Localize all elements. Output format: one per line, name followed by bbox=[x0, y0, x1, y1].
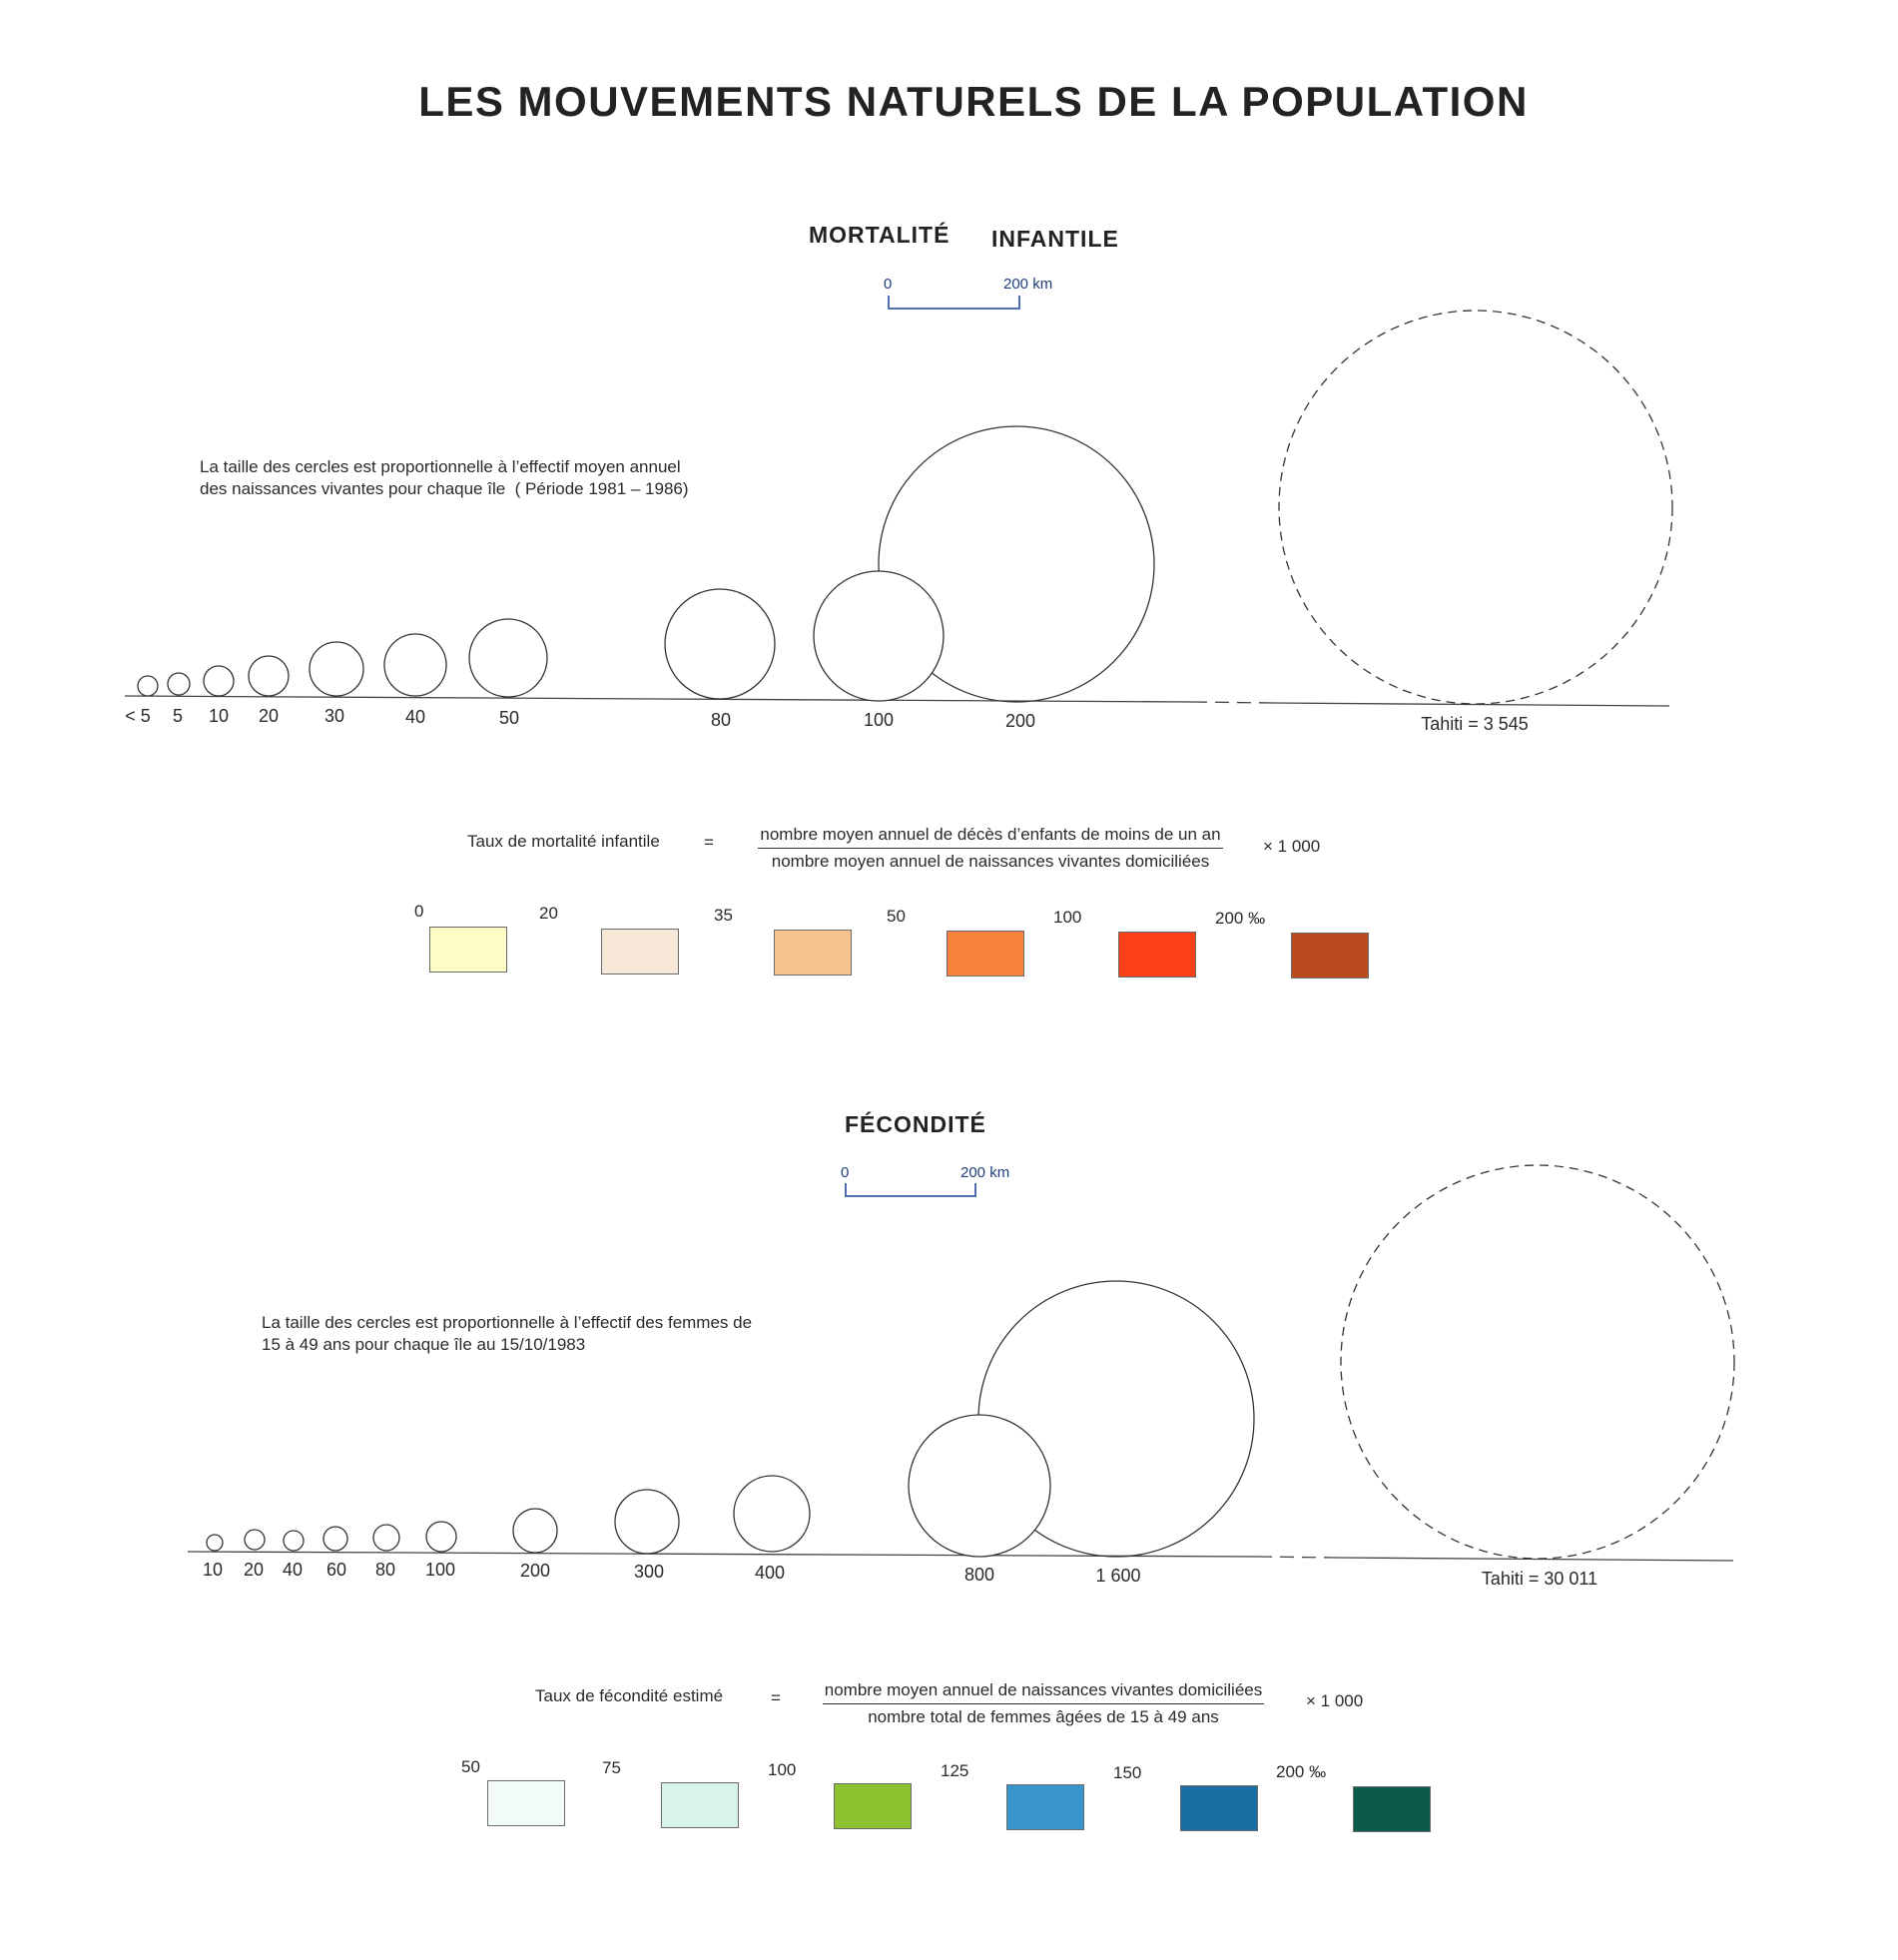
mortalite-circle-5 bbox=[168, 673, 190, 695]
mortalite-formula-numerator: nombre moyen annuel de décès d’enfants de moins de un an bbox=[758, 825, 1222, 849]
fecondite-circle-200 bbox=[513, 1509, 557, 1553]
mortalite-legend-label-4: 100 bbox=[1053, 908, 1082, 927]
mortalite-circle-100 bbox=[814, 571, 944, 701]
fecondite-circle-100 bbox=[426, 1522, 456, 1552]
fecondite-circle-300 bbox=[615, 1490, 679, 1554]
mortalite-legend-label-1: 20 bbox=[539, 904, 558, 923]
fecondite-baseline-end bbox=[1338, 1558, 1733, 1561]
fecondite-scale-bar bbox=[846, 1183, 975, 1196]
fecondite-description: La taille des cercles est proportionnelle à l’effectif des femmes de 15 à 49 ans pour chaque île au 15/10/1983 bbox=[262, 1313, 753, 1354]
mortalite-circle-label-80: 80 bbox=[710, 710, 732, 730]
mortalite-circle-label-40: 40 bbox=[404, 707, 426, 727]
fecondite-formula-equals: = bbox=[771, 1688, 781, 1707]
fecondite-formula-multiplier: × 1 000 bbox=[1306, 1691, 1364, 1710]
fecondite-legend-label-0: 50 bbox=[461, 1757, 480, 1776]
mortalite-circle-label-50: 50 bbox=[498, 708, 520, 728]
mortalite-circle-label-100: 100 bbox=[863, 710, 895, 730]
mortalite-circle-lt5 bbox=[138, 676, 158, 696]
mortalite-circle-10 bbox=[204, 666, 234, 696]
fecondite-circle-label-60: 60 bbox=[325, 1560, 347, 1580]
mortalite-circle-label-20: 20 bbox=[258, 706, 280, 726]
mortalite-baseline-dashed bbox=[1193, 702, 1273, 703]
mortalite-formula-multiplier: × 1 000 bbox=[1263, 837, 1321, 856]
fecondite-circle-tahiti bbox=[1341, 1165, 1734, 1559]
fecondite-circle-label-20: 20 bbox=[243, 1560, 265, 1580]
fecondite-circle-label-tahiti: Tahiti = 30 011 bbox=[1481, 1569, 1598, 1589]
mortalite-circle-50 bbox=[469, 619, 547, 697]
fecondite-circle-label-100: 100 bbox=[424, 1560, 456, 1580]
fecondite-legend-label-1: 75 bbox=[602, 1758, 621, 1777]
fecondite-legend-label-4: 150 bbox=[1113, 1763, 1142, 1782]
mortalite-title-b: INFANTILE bbox=[991, 226, 1119, 252]
mortalite-scale-zero: 0 bbox=[884, 276, 893, 293]
mortalite-circle-30 bbox=[310, 642, 363, 696]
mortalite-title-a: MORTALITÉ bbox=[809, 222, 950, 248]
fecondite-legend-label-2: 100 bbox=[768, 1760, 797, 1779]
fecondite-circle-label-300: 300 bbox=[633, 1562, 665, 1582]
fecondite-formula-denominator: nombre total de femmes âgées de 15 à 49 ans bbox=[868, 1707, 1219, 1726]
mortalite-formula-denominator: nombre moyen annuel de naissances vivantes domiciliées bbox=[771, 852, 1210, 871]
fecondite-formula-numerator: nombre moyen annuel de naissances vivantes domiciliées bbox=[823, 1680, 1264, 1704]
fecondite-circle-40 bbox=[284, 1531, 304, 1551]
fecondite-circle-label-200: 200 bbox=[519, 1561, 551, 1581]
mortalite-circle-80 bbox=[665, 589, 775, 699]
mortalite-legend-label-2: 35 bbox=[714, 906, 733, 925]
fecondite-circle-80 bbox=[373, 1525, 399, 1551]
fecondite-baseline-dashed bbox=[1258, 1557, 1338, 1558]
mortalite-legend-label-0: 0 bbox=[414, 902, 424, 921]
mortalite-legend-label-5: 200 ‰ bbox=[1215, 909, 1266, 928]
fecondite-circle-label-40: 40 bbox=[282, 1560, 304, 1580]
main-title: LES MOUVEMENTS NATURELS DE LA POPULATION bbox=[418, 78, 1529, 125]
fecondite-circle-label-80: 80 bbox=[374, 1560, 396, 1580]
fecondite-circle-10 bbox=[207, 1535, 223, 1551]
fecondite-circle-60 bbox=[323, 1527, 347, 1551]
mortalite-circle-label-10: 10 bbox=[208, 706, 230, 726]
fecondite-legend-label-5: 200 ‰ bbox=[1276, 1762, 1327, 1781]
mortalite-formula-label: Taux de mortalité infantile bbox=[467, 832, 660, 851]
mortalite-circle-label-lt5: < 5 bbox=[125, 706, 151, 726]
fecondite-circle-800 bbox=[909, 1415, 1050, 1557]
fecondite-circle-400 bbox=[734, 1476, 810, 1552]
mortalite-circle-label-30: 30 bbox=[323, 706, 345, 726]
mortalite-scale-max: 200 km bbox=[1003, 276, 1053, 293]
mortalite-formula-equals: = bbox=[704, 833, 714, 852]
mortalite-circle-40 bbox=[384, 634, 446, 696]
mortalite-circle-tahiti bbox=[1279, 311, 1672, 704]
fecondite-circle-label-1600: 1 600 bbox=[1095, 1566, 1141, 1586]
fecondite-scale-max: 200 km bbox=[960, 1164, 1010, 1181]
mortalite-description: La taille des cercles est proportionnelle à l’effectif moyen annuel des naissances vivantes pour chaque île ( Période 1981 – 1986) bbox=[200, 457, 689, 498]
mortalite-circle-label-5: 5 bbox=[172, 706, 184, 726]
fecondite-circle-20 bbox=[245, 1530, 265, 1550]
mortalite-circle-label-tahiti: Tahiti = 3 545 bbox=[1421, 714, 1529, 734]
fecondite-legend-label-3: 125 bbox=[941, 1761, 969, 1780]
fecondite-formula-label: Taux de fécondité estimé bbox=[535, 1686, 724, 1705]
fecondite-title: FÉCONDITÉ bbox=[845, 1111, 986, 1137]
fecondite-circle-label-400: 400 bbox=[754, 1563, 786, 1583]
mortalite-scale-bar bbox=[889, 296, 1019, 309]
mortalite-legend-label-3: 50 bbox=[887, 907, 906, 926]
fecondite-circle-label-10: 10 bbox=[202, 1560, 224, 1580]
mortalite-circle-20 bbox=[249, 656, 289, 696]
mortalite-baseline-end bbox=[1273, 703, 1669, 706]
mortalite-circle-label-200: 200 bbox=[1004, 711, 1036, 731]
fecondite-scale-zero: 0 bbox=[841, 1164, 850, 1181]
fecondite-circle-label-800: 800 bbox=[963, 1565, 995, 1585]
